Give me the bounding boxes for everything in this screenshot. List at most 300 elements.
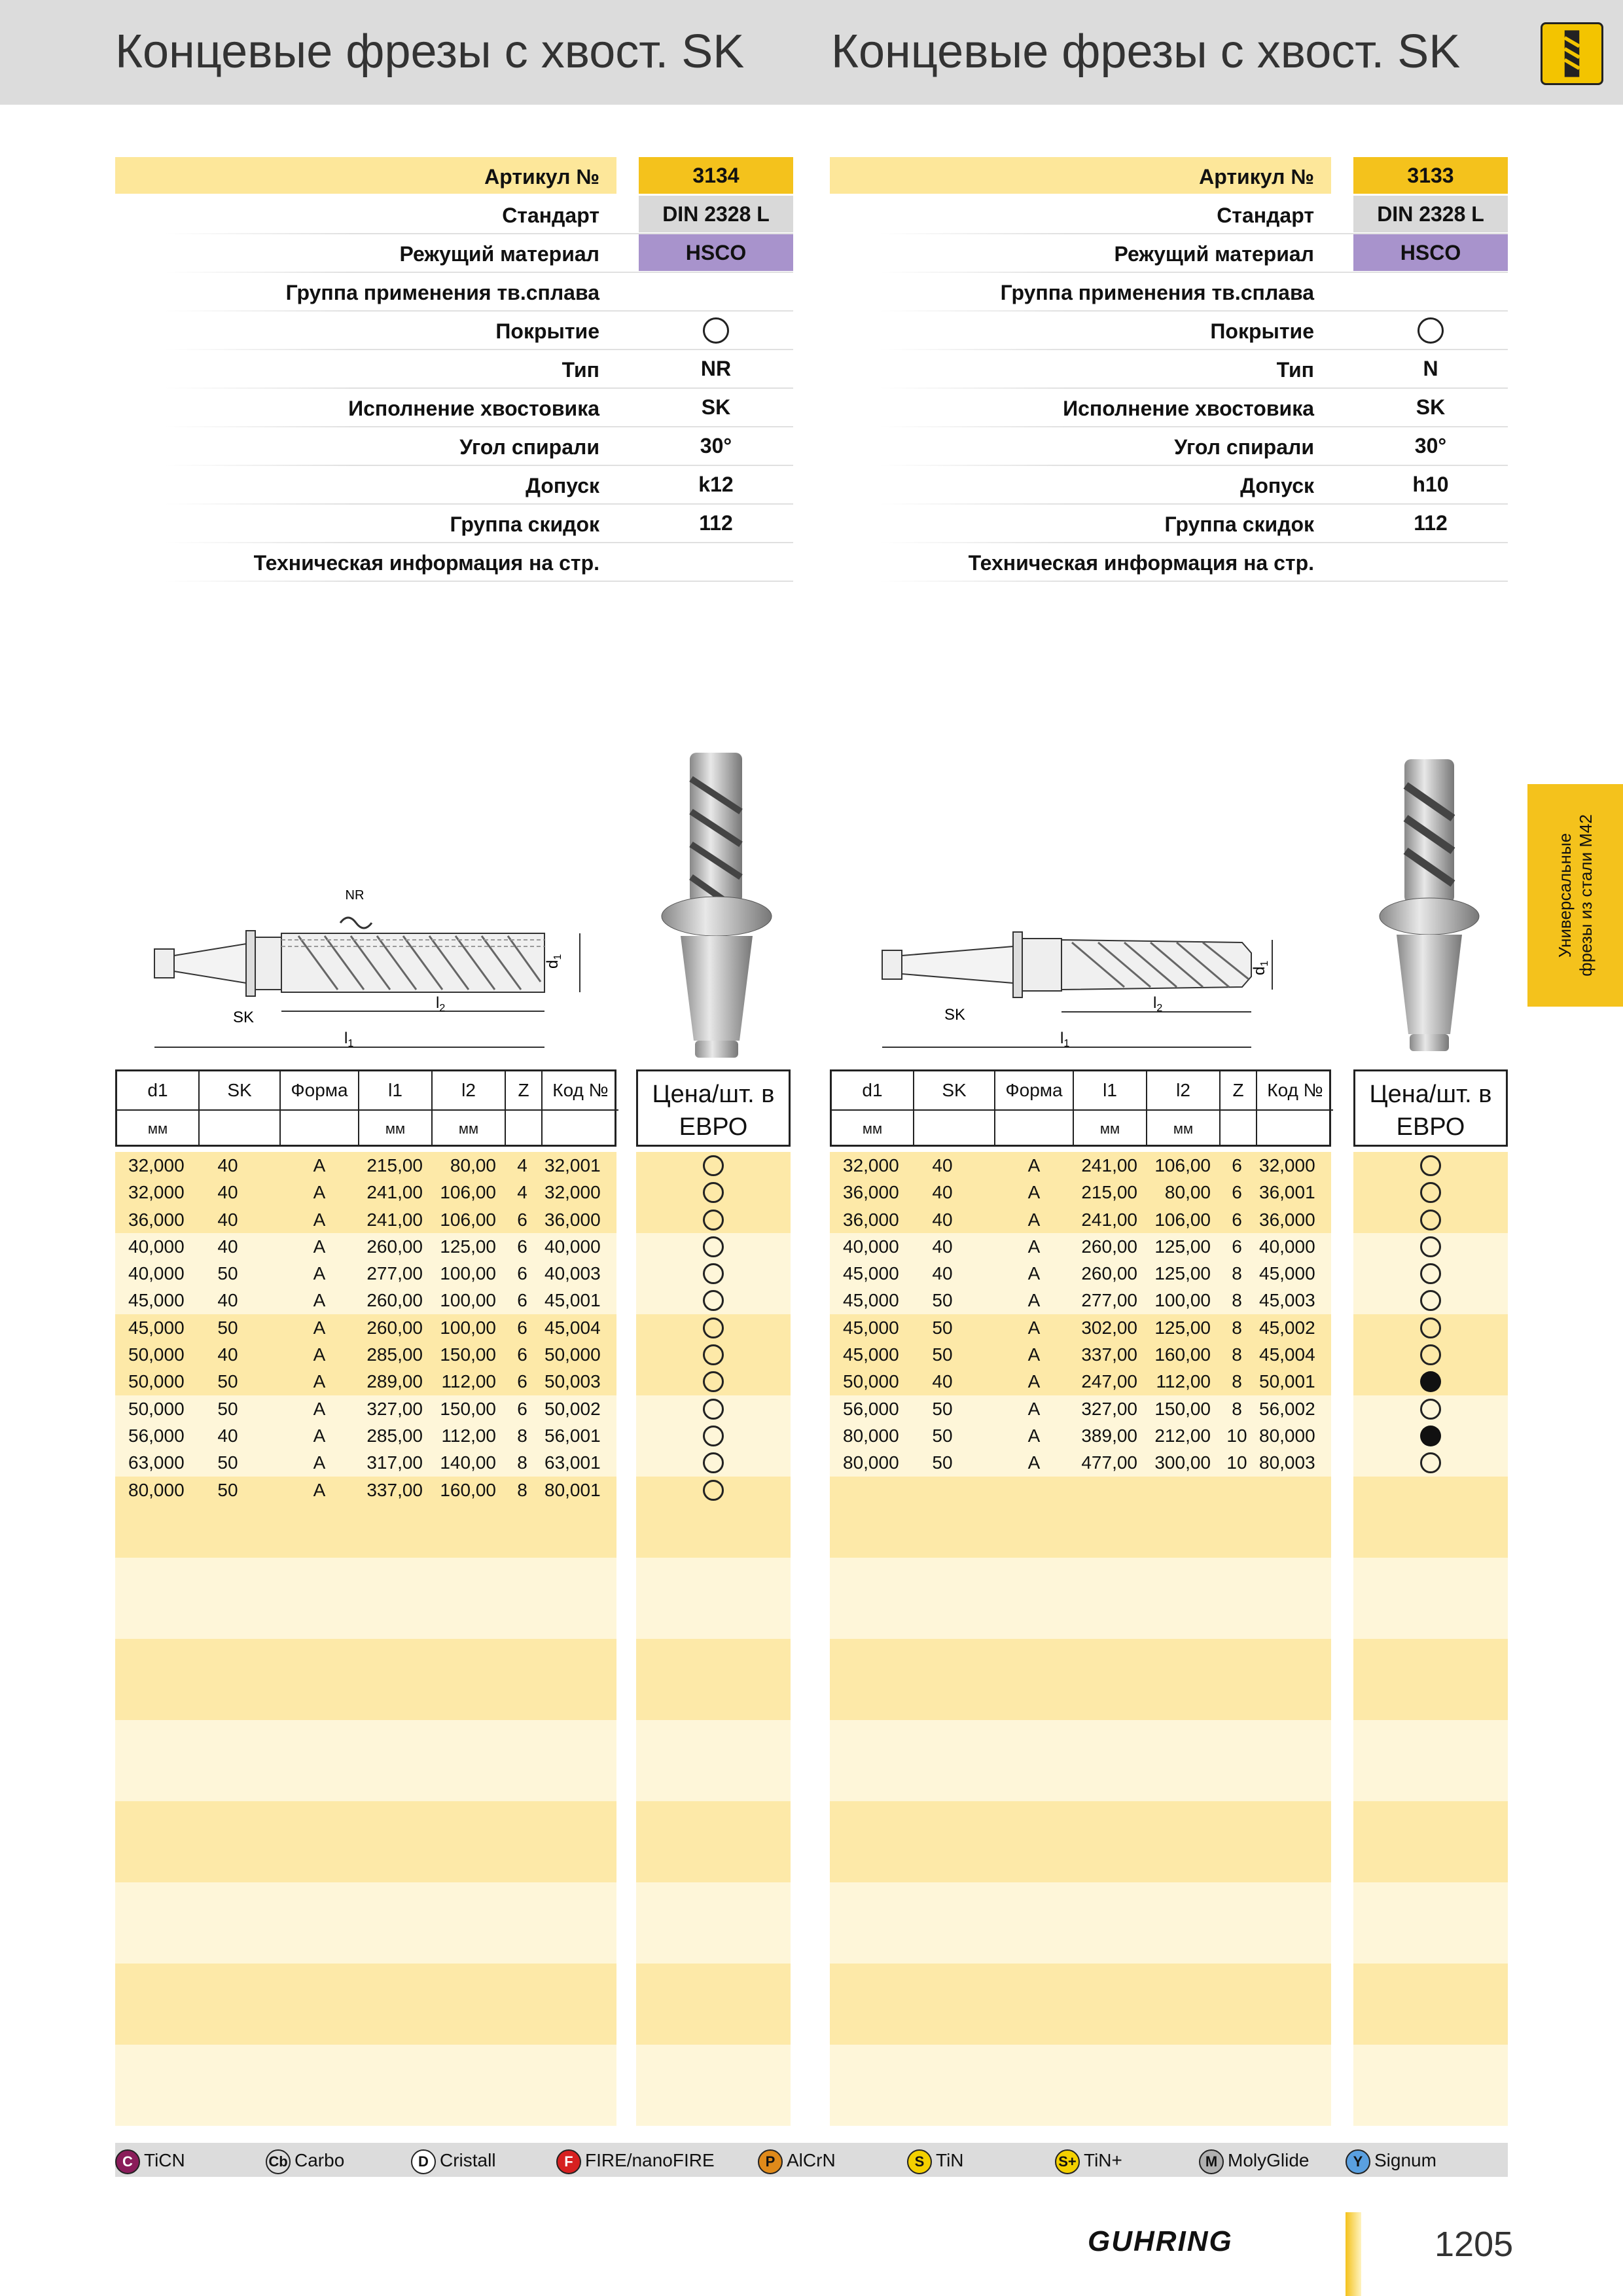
column-header-sk: SK — [200, 1071, 281, 1109]
dimensions-table-right — [830, 1069, 1331, 2118]
cell-sk: 40 — [932, 1182, 953, 1203]
spec-label: Допуск — [1240, 474, 1314, 497]
cell-d1: 50,000 — [843, 1371, 899, 1392]
cell-l2: 100,00 — [440, 1290, 496, 1311]
cell-form: A — [313, 1317, 326, 1338]
spec-label: Группа применения тв.сплава — [285, 281, 599, 304]
table-row[interactable] — [115, 1368, 616, 1395]
table-row[interactable] — [830, 1233, 1331, 1260]
column-header-l1: l1 — [359, 1071, 433, 1109]
cell-l1: 215,00 — [366, 1155, 423, 1175]
unit-cell: мм — [433, 1109, 506, 1146]
cell-sk: 40 — [217, 1155, 238, 1175]
drawing-label-sk: SK — [944, 1006, 966, 1024]
unit-cell: мм — [117, 1109, 200, 1146]
cell-l2: 125,00 — [1154, 1317, 1211, 1338]
unit-cell — [1221, 1109, 1257, 1146]
spec-value: 112 — [1414, 511, 1448, 535]
unit-cell — [200, 1109, 281, 1146]
cell-form: A — [1027, 1452, 1041, 1473]
availability-row[interactable] — [1353, 1449, 1508, 1476]
cell-sk: 50 — [217, 1398, 238, 1419]
brand-logo: GUHRING — [1088, 2225, 1233, 2257]
spec-label: Группа скидок — [1164, 512, 1314, 536]
spec-row-carbide-group — [830, 273, 1508, 312]
cell-z: 6 — [517, 1398, 527, 1419]
cell-sk: 50 — [932, 1290, 953, 1311]
unit-cell: мм — [1074, 1109, 1147, 1146]
availability-row[interactable] — [1353, 1206, 1508, 1233]
column-header-sk: SK — [914, 1071, 995, 1109]
tool-photo-right — [1374, 753, 1486, 1054]
spec-row-coating — [830, 312, 1508, 350]
coating-icon: S — [907, 2149, 932, 2174]
cell-l2: 106,00 — [440, 1182, 496, 1203]
cell-l2: 100,00 — [1154, 1290, 1211, 1311]
coating-icon: S+ — [1055, 2149, 1080, 2174]
availability-row[interactable] — [1353, 1368, 1508, 1395]
spec-value: HSCO — [639, 234, 793, 271]
cell-d1: 36,000 — [843, 1182, 899, 1203]
table-row[interactable] — [115, 1179, 616, 1206]
table-row[interactable] — [115, 1287, 616, 1314]
availability-row[interactable] — [636, 1152, 791, 1179]
availability-row[interactable] — [1353, 1260, 1508, 1287]
availability-row[interactable] — [1353, 1314, 1508, 1341]
cell-z: 8 — [517, 1479, 527, 1500]
legend-item-tin- — [1055, 2148, 1122, 2174]
cell-code: 45,001 — [544, 1290, 601, 1311]
cell-z: 6 — [517, 1209, 527, 1230]
cell-sk: 40 — [217, 1209, 238, 1230]
table-row[interactable] — [830, 1152, 1331, 1179]
cell-code: 45,004 — [544, 1317, 601, 1338]
cell-l2: 160,00 — [440, 1479, 496, 1500]
cell-z: 8 — [517, 1425, 527, 1446]
table-row[interactable] — [115, 1449, 616, 1476]
legend-label: Carbo — [294, 2150, 345, 2170]
cell-d1: 40,000 — [128, 1236, 185, 1257]
cell-l1: 285,00 — [366, 1425, 423, 1446]
cell-code: 45,004 — [1259, 1344, 1315, 1365]
table-row[interactable] — [115, 1233, 616, 1260]
spec-value: h10 — [1412, 473, 1449, 496]
open-circle-icon — [1420, 1318, 1441, 1338]
cell-code: 80,001 — [544, 1479, 601, 1500]
cell-d1: 40,000 — [843, 1236, 899, 1257]
cell-form: A — [1027, 1425, 1041, 1446]
cell-form: A — [313, 1344, 326, 1365]
spec-value: HSCO — [1353, 234, 1508, 271]
cell-d1: 32,000 — [843, 1155, 899, 1175]
spec-label: Тип — [562, 358, 599, 382]
spec-row-helix — [830, 427, 1508, 466]
cell-z: 6 — [1232, 1155, 1242, 1175]
cell-l2: 106,00 — [1154, 1155, 1211, 1175]
cell-l1: 260,00 — [1081, 1263, 1137, 1284]
cell-code: 80,003 — [1259, 1452, 1315, 1473]
cell-sk: 40 — [217, 1182, 238, 1203]
cell-l1: 317,00 — [366, 1452, 423, 1473]
spec-value: SK — [1416, 395, 1446, 419]
cell-l1: 260,00 — [366, 1317, 423, 1338]
cell-l2: 150,00 — [440, 1344, 496, 1365]
availability-row[interactable] — [636, 1314, 791, 1341]
legend-label: TiN — [936, 2150, 964, 2170]
table-row[interactable] — [830, 1341, 1331, 1368]
table-row[interactable] — [830, 1422, 1331, 1449]
cell-d1: 40,000 — [128, 1263, 185, 1284]
cell-z: 6 — [517, 1236, 527, 1257]
legend-label: Cristall — [440, 2150, 496, 2170]
cell-form: A — [313, 1371, 326, 1392]
cell-d1: 56,000 — [128, 1425, 185, 1446]
open-circle-icon — [1420, 1263, 1441, 1284]
availability-row[interactable] — [636, 1287, 791, 1314]
page-title-right: Концевые фрезы с хвост. SK — [831, 26, 1461, 78]
price-table-right — [1353, 1069, 1508, 2118]
cell-form: A — [313, 1425, 326, 1446]
cell-sk: 40 — [932, 1209, 953, 1230]
legend-item-carbo — [266, 2148, 344, 2174]
open-circle-icon — [703, 1426, 724, 1446]
table-row[interactable] — [830, 1449, 1331, 1476]
cell-d1: 50,000 — [128, 1398, 185, 1419]
drawing-label-d1: $d_1$ — [544, 954, 563, 969]
spec-label: Стандарт — [1217, 204, 1314, 227]
cell-d1: 56,000 — [843, 1398, 899, 1419]
cell-form: A — [1027, 1209, 1041, 1230]
cell-z: 8 — [1232, 1290, 1242, 1311]
column-header-form: Форма — [281, 1071, 359, 1109]
cell-code: 36,001 — [1259, 1182, 1315, 1203]
spec-row-discount — [115, 505, 793, 543]
cell-form: A — [313, 1236, 326, 1257]
open-circle-icon — [1420, 1236, 1441, 1257]
availability-row[interactable] — [636, 1368, 791, 1395]
cell-l1: 260,00 — [366, 1290, 423, 1311]
cell-sk: 50 — [932, 1452, 953, 1473]
open-circle-icon — [1420, 1210, 1441, 1230]
spec-block-left — [115, 157, 793, 582]
open-circle-icon — [703, 1155, 724, 1176]
cell-z: 10 — [1226, 1425, 1247, 1446]
availability-row[interactable] — [636, 1341, 791, 1368]
cell-l1: 302,00 — [1081, 1317, 1137, 1338]
drawing-label-l1: $l_1$ — [1060, 1030, 1070, 1049]
spec-value: N — [1423, 357, 1438, 380]
tool-drawing-right — [863, 903, 1288, 1054]
availability-row[interactable] — [636, 1179, 791, 1206]
cell-sk: 50 — [217, 1479, 238, 1500]
cell-l2: 300,00 — [1154, 1452, 1211, 1473]
cell-sk: 50 — [932, 1425, 953, 1446]
open-circle-icon — [703, 1344, 724, 1365]
open-circle-icon — [703, 1480, 724, 1501]
availability-row[interactable] — [1353, 1152, 1508, 1179]
drawing-label-sk: SK — [233, 1009, 255, 1026]
spec-row-shank — [830, 389, 1508, 427]
cell-z: 8 — [1232, 1344, 1242, 1365]
table-row[interactable] — [115, 1395, 616, 1422]
legend-label: TiCN — [144, 2150, 185, 2170]
cell-code: 50,000 — [544, 1344, 601, 1365]
drawing-label-nr: NR — [345, 888, 365, 903]
table-row[interactable] — [115, 1477, 616, 1503]
table-header — [830, 1069, 1331, 1147]
table-row[interactable] — [115, 1341, 616, 1368]
cell-form: A — [1027, 1290, 1041, 1311]
column-header-z: Z — [1221, 1071, 1257, 1109]
cell-z: 4 — [517, 1182, 527, 1203]
table-header — [115, 1069, 616, 1147]
cell-z: 10 — [1226, 1452, 1247, 1473]
spec-row-type — [115, 350, 793, 389]
spec-row-discount — [830, 505, 1508, 543]
spec-row-article — [115, 157, 793, 196]
coating-icon: C — [115, 2149, 140, 2174]
tool-photo-left — [654, 753, 779, 1060]
cell-l1: 215,00 — [1081, 1182, 1137, 1203]
cell-form: A — [313, 1182, 326, 1203]
cell-d1: 45,000 — [843, 1317, 899, 1338]
open-circle-icon — [1420, 1182, 1441, 1203]
cell-z: 4 — [517, 1155, 527, 1175]
table-row[interactable] — [830, 1260, 1331, 1287]
legend-item-molyglide — [1199, 2148, 1309, 2174]
cell-form: A — [313, 1263, 326, 1284]
availability-row[interactable] — [1353, 1179, 1508, 1206]
cell-l1: 327,00 — [366, 1398, 423, 1419]
cell-d1: 45,000 — [843, 1290, 899, 1311]
cell-code: 56,001 — [544, 1425, 601, 1446]
spec-value: 112 — [699, 511, 733, 535]
cell-l2: 112,00 — [1156, 1371, 1211, 1392]
drawing-label-l1: $l_1$ — [344, 1030, 354, 1049]
spec-row-tolerance — [115, 466, 793, 505]
cell-sk: 40 — [932, 1155, 953, 1175]
cell-l1: 241,00 — [1081, 1155, 1137, 1175]
side-tab-line2: фрезы из стали M42 — [1576, 814, 1596, 977]
availability-row[interactable] — [636, 1422, 791, 1449]
legend-item-ticn — [115, 2148, 185, 2174]
coating-icon: D — [411, 2149, 436, 2174]
legend-item-alcrn — [758, 2148, 836, 2174]
cell-d1: 80,000 — [128, 1479, 185, 1500]
unit-cell: мм — [832, 1109, 914, 1146]
spec-value — [639, 273, 793, 310]
coating-icon: P — [758, 2149, 783, 2174]
price-header: Цена/шт. в ЕВРО — [636, 1069, 791, 1147]
cell-sk: 50 — [217, 1317, 238, 1338]
table-row[interactable] — [115, 1422, 616, 1449]
cell-l1: 327,00 — [1081, 1398, 1137, 1419]
footer-accent-bar — [1346, 2212, 1361, 2296]
cell-z: 8 — [1232, 1263, 1242, 1284]
table-row[interactable] — [830, 1179, 1331, 1206]
cell-code: 36,000 — [544, 1209, 601, 1230]
cell-d1: 80,000 — [843, 1425, 899, 1446]
cell-sk: 50 — [217, 1263, 238, 1284]
table-row[interactable] — [115, 1152, 616, 1179]
spec-value — [1353, 543, 1508, 580]
availability-row[interactable] — [1353, 1395, 1508, 1422]
table-row[interactable] — [830, 1287, 1331, 1314]
spec-row-tech-info — [830, 543, 1508, 582]
price-table-left — [636, 1069, 791, 2118]
availability-row[interactable] — [636, 1260, 791, 1287]
table-row[interactable] — [115, 1314, 616, 1341]
table-row[interactable] — [115, 1260, 616, 1287]
cell-code: 32,000 — [1259, 1155, 1315, 1175]
filled-circle-icon — [1420, 1371, 1441, 1392]
spec-row-coating — [115, 312, 793, 350]
column-header-l2: l2 — [1147, 1071, 1221, 1109]
cell-d1: 36,000 — [843, 1209, 899, 1230]
availability-row[interactable] — [636, 1395, 791, 1422]
spec-label: Угол спирали — [1174, 435, 1314, 459]
open-circle-icon — [1420, 1344, 1441, 1365]
spec-value: 3133 — [1353, 157, 1508, 194]
cell-d1: 50,000 — [128, 1344, 185, 1365]
spec-value: DIN 2328 L — [1353, 196, 1508, 232]
cell-code: 40,000 — [544, 1236, 601, 1257]
open-circle-icon — [703, 1236, 724, 1257]
column-header-form: Форма — [995, 1071, 1074, 1109]
column-header-l1: l1 — [1074, 1071, 1147, 1109]
spec-label: Группа скидок — [450, 512, 599, 536]
cell-code: 32,001 — [544, 1155, 601, 1175]
cell-z: 6 — [517, 1263, 527, 1284]
cell-code: 32,000 — [544, 1182, 601, 1203]
spec-label: Угол спирали — [459, 435, 599, 459]
spec-block-right — [830, 157, 1508, 582]
cell-code: 40,000 — [1259, 1236, 1315, 1257]
table-row[interactable] — [830, 1206, 1331, 1233]
cell-d1: 45,000 — [128, 1290, 185, 1311]
cell-l2: 125,00 — [1154, 1236, 1211, 1257]
table-row[interactable] — [830, 1395, 1331, 1422]
cell-l2: 212,00 — [1154, 1425, 1211, 1446]
cell-sk: 50 — [932, 1398, 953, 1419]
availability-row[interactable] — [636, 1449, 791, 1476]
coating-icon: Y — [1346, 2149, 1370, 2174]
cell-l1: 389,00 — [1081, 1425, 1137, 1446]
legend-label: Signum — [1374, 2150, 1436, 2170]
price-header: Цена/шт. в ЕВРО — [1353, 1069, 1508, 1147]
cell-d1: 36,000 — [128, 1209, 185, 1230]
table-row[interactable] — [115, 1206, 616, 1233]
cell-z: 8 — [1232, 1317, 1242, 1338]
open-circle-icon — [703, 1210, 724, 1230]
spec-row-type — [830, 350, 1508, 389]
cell-l1: 241,00 — [366, 1209, 423, 1230]
availability-row[interactable] — [1353, 1287, 1508, 1314]
cell-d1: 45,000 — [128, 1317, 185, 1338]
cell-form: A — [313, 1452, 326, 1473]
open-circle-icon — [703, 1371, 724, 1392]
drawing-label-d1: $d_1$ — [1251, 960, 1270, 975]
spec-label: Покрытие — [1210, 319, 1314, 343]
cell-l1: 241,00 — [366, 1182, 423, 1203]
cell-sk: 40 — [932, 1263, 953, 1284]
cell-form: A — [313, 1155, 326, 1175]
table-row[interactable] — [830, 1368, 1331, 1395]
availability-row[interactable] — [636, 1206, 791, 1233]
cell-d1: 45,000 — [843, 1344, 899, 1365]
cell-z: 8 — [1232, 1371, 1242, 1392]
column-header-z: Z — [506, 1071, 543, 1109]
cell-sk: 40 — [217, 1425, 238, 1446]
availability-row[interactable] — [1353, 1422, 1508, 1449]
spec-row-standard — [830, 196, 1508, 234]
cell-l1: 260,00 — [366, 1236, 423, 1257]
spec-row-material — [115, 234, 793, 273]
column-header-l2: l2 — [433, 1071, 506, 1109]
open-circle-icon — [703, 1182, 724, 1203]
cell-code: 50,002 — [544, 1398, 601, 1419]
spec-value: DIN 2328 L — [639, 196, 793, 232]
cell-l1: 247,00 — [1081, 1371, 1137, 1392]
uncoated-circle-icon — [639, 312, 793, 348]
cell-form: A — [1027, 1236, 1041, 1257]
open-circle-icon — [1420, 1452, 1441, 1473]
spec-row-material — [830, 234, 1508, 273]
spec-label: Покрытие — [495, 319, 599, 343]
cell-code: 56,002 — [1259, 1398, 1315, 1419]
drawing-label-l2: $l_2$ — [436, 994, 446, 1014]
cell-sk: 50 — [217, 1371, 238, 1392]
cell-d1: 50,000 — [128, 1371, 185, 1392]
spec-row-helix — [115, 427, 793, 466]
coating-icon: Cb — [266, 2149, 291, 2174]
legend-item-tin — [907, 2148, 964, 2174]
table-row[interactable] — [830, 1314, 1331, 1341]
unit-cell — [281, 1109, 359, 1146]
spec-label: Исполнение хвостовика — [1063, 397, 1314, 420]
availability-row[interactable] — [1353, 1341, 1508, 1368]
uncoated-circle-icon — [1353, 312, 1508, 348]
cell-form: A — [1027, 1317, 1041, 1338]
availability-row[interactable] — [1353, 1233, 1508, 1260]
open-circle-icon — [703, 1263, 724, 1284]
spec-label: Режущий материал — [1114, 242, 1314, 266]
spec-label: Стандарт — [502, 204, 599, 227]
coating-legend — [115, 2143, 1508, 2177]
cell-l1: 337,00 — [1081, 1344, 1137, 1365]
cell-sk: 40 — [932, 1236, 953, 1257]
legend-item-fire-nanofire — [556, 2148, 715, 2174]
section-side-tab[interactable] — [1527, 784, 1623, 1007]
cell-form: A — [1027, 1344, 1041, 1365]
column-header-d1: d1 — [832, 1071, 914, 1109]
availability-row[interactable] — [636, 1477, 791, 1503]
drawing-label-l2: $l_2$ — [1153, 994, 1163, 1014]
spec-label: Допуск — [526, 474, 599, 497]
spec-row-tolerance — [830, 466, 1508, 505]
spec-label: Техническая информация на стр. — [968, 551, 1314, 575]
cell-sk: 40 — [217, 1344, 238, 1365]
legend-label: FIRE/nanoFIRE — [585, 2150, 715, 2170]
legend-item-signum — [1346, 2148, 1436, 2174]
cell-code: 80,000 — [1259, 1425, 1315, 1446]
cell-form: A — [313, 1209, 326, 1230]
availability-row[interactable] — [636, 1233, 791, 1260]
cell-l2: 150,00 — [440, 1398, 496, 1419]
spec-label: Тип — [1276, 358, 1314, 382]
side-tab-line1: Универсальные — [1555, 833, 1575, 958]
cell-sk: 40 — [217, 1236, 238, 1257]
